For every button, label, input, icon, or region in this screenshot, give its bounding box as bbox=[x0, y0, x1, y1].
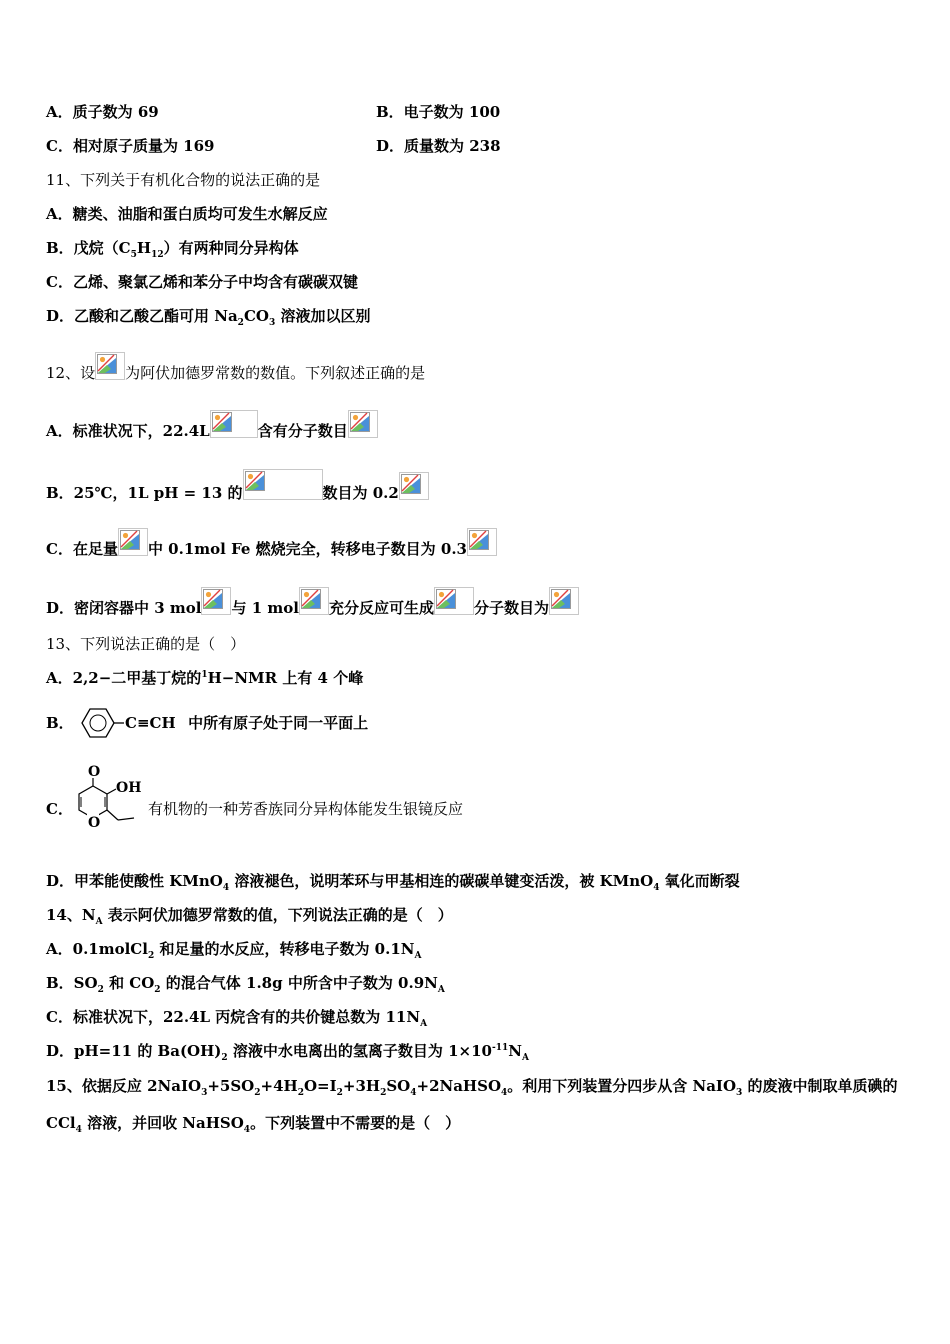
q15-stem-line1 bbox=[46, 1076, 898, 1096]
q15-text: +5SO bbox=[207, 1077, 255, 1095]
q13-option-b-label: B． bbox=[46, 714, 74, 732]
q10-option-c: C．相对原子质量为 169 bbox=[46, 137, 215, 155]
q14-option-a-text: A．0.1molCl bbox=[46, 940, 148, 958]
q13-option-a bbox=[46, 668, 363, 688]
subscript: 3 bbox=[268, 318, 276, 328]
q12-option-c-text2: 中 0.1mol Fe 燃烧完全，转移电子数目为 0.3 bbox=[147, 540, 467, 558]
q14-option-c-text: C．标准状况下，22.4L 丙烷含有的共价键总数为 11N bbox=[46, 1008, 421, 1026]
q14-option-b-text3: 的混合气体 1.8g 中所含中子数为 0.9N bbox=[160, 974, 438, 992]
q11-option-c: C．乙烯、聚氯乙烯和苯分子中均含有碳碳双键 bbox=[46, 273, 358, 291]
subscript: 2 bbox=[297, 1088, 304, 1098]
subscript: 3 bbox=[736, 1088, 743, 1098]
alkyne-label: C≡CH bbox=[124, 714, 176, 732]
subscript: 4 bbox=[653, 883, 660, 893]
subscript: A bbox=[414, 951, 422, 961]
subscript: 3 bbox=[201, 1088, 208, 1098]
q14-option-c bbox=[46, 1007, 427, 1027]
subscript: 5 bbox=[130, 250, 137, 260]
subscript: 2 bbox=[221, 1053, 228, 1063]
q13-option-b-text: 中所有原子处于同一平面上 bbox=[188, 714, 369, 732]
subscript: A bbox=[420, 1019, 428, 1029]
q11-option-d-text: D．乙酸和乙酸乙酯可用 Na bbox=[46, 307, 238, 325]
q11-option-d-text3: 溶液加以区别 bbox=[275, 307, 371, 325]
subscript: 2 bbox=[336, 1088, 343, 1098]
carbonyl-oxygen-label: O bbox=[88, 764, 101, 780]
q12-option-c bbox=[46, 528, 497, 559]
broken-image-icon bbox=[95, 352, 125, 380]
q14-option-a-text2: 和足量的水反应，转移电子数为 0.1N bbox=[154, 940, 415, 958]
q14-option-b-text: B．SO bbox=[46, 974, 98, 992]
subscript: 4 bbox=[410, 1088, 417, 1098]
q15-text: 15、依据反应 2NaIO bbox=[46, 1077, 202, 1095]
q11-option-d bbox=[46, 306, 370, 326]
broken-image-icon bbox=[201, 587, 231, 615]
broken-image-glyph bbox=[350, 412, 370, 432]
q12-option-d-text: D．密闭容器中 3 mol bbox=[46, 599, 202, 617]
q15-text: 的废液中制取单质碘的 bbox=[742, 1077, 898, 1095]
q11-option-b bbox=[46, 238, 299, 258]
q12-option-a bbox=[46, 410, 378, 441]
q11-option-b-text: B．戊烷（C bbox=[46, 239, 131, 257]
q12-option-a-text: A．标准状况下，22.4L bbox=[46, 422, 210, 440]
q12-stem-text: 12、设 bbox=[46, 364, 96, 382]
q12-option-d-text2: 与 1 mol bbox=[231, 599, 299, 617]
q14-stem-text: 14、N bbox=[46, 906, 96, 924]
broken-image-glyph bbox=[212, 412, 232, 432]
q12-option-d-text4: 分子数目为 bbox=[473, 599, 549, 617]
subscript: 4 bbox=[243, 1125, 251, 1135]
broken-image-glyph bbox=[551, 589, 571, 609]
subscript: 12 bbox=[151, 250, 164, 260]
q12-stem-text2: 为阿伏加德罗常数的数值。下列叙述正确的是 bbox=[125, 364, 426, 382]
q14-option-d-text3: N bbox=[508, 1042, 522, 1060]
q14-option-a bbox=[46, 939, 421, 959]
q12-option-c-text: C．在足量 bbox=[46, 540, 118, 558]
q10-option-d: D．质量数为 238 bbox=[376, 137, 501, 155]
q13-option-d bbox=[46, 871, 740, 891]
subscript: 2 bbox=[154, 985, 161, 995]
subscript: 4 bbox=[222, 883, 230, 893]
broken-image-icon bbox=[299, 587, 329, 615]
broken-image-glyph bbox=[401, 474, 421, 494]
subscript: A bbox=[521, 1053, 529, 1063]
subscript: A bbox=[95, 917, 103, 927]
broken-image-glyph bbox=[203, 589, 223, 609]
q14-option-d bbox=[46, 1041, 529, 1061]
q13-option-a-text: A．2,2−二甲基丁烷的 bbox=[46, 669, 202, 687]
q12-option-d-text3: 充分反应可生成 bbox=[328, 599, 434, 617]
subscript: 2 bbox=[97, 985, 104, 995]
subscript: A bbox=[437, 985, 445, 995]
q10-option-a: A．质子数为 69 bbox=[46, 103, 159, 121]
broken-image-icon bbox=[210, 410, 258, 438]
q14-stem-text2: 表示阿伏加德罗常数的值，下列说法正确的是（ ） bbox=[102, 906, 453, 924]
q10-options-row1 bbox=[46, 102, 501, 122]
q13-option-c-label: C． bbox=[46, 800, 73, 818]
q12-option-b-text2: 数目为 0.2 bbox=[322, 484, 399, 502]
q15-text: +3H bbox=[342, 1077, 381, 1095]
q11-option-a: A．糖类、油脂和蛋白质均可发生水解反应 bbox=[46, 205, 328, 223]
q12-option-d bbox=[46, 587, 579, 618]
broken-image-icon bbox=[243, 469, 323, 500]
q13-option-d-text2: 溶液褪色，说明苯环与甲基相连的碳碳单键变活泼，被 KMnO bbox=[229, 872, 654, 890]
subscript: 2 bbox=[147, 951, 155, 961]
q11-option-d-text2: CO bbox=[243, 307, 269, 325]
broken-image-icon bbox=[434, 587, 474, 615]
q15-text: 。下列装置中不需要的是（ ） bbox=[250, 1114, 461, 1132]
q13-option-c-text: 有机物的一种芳香族同分异构体能发生银镜反应 bbox=[148, 800, 464, 818]
q15-text: CCl bbox=[46, 1114, 76, 1132]
q15-stem-line2 bbox=[46, 1113, 460, 1133]
subscript: 2 bbox=[237, 318, 244, 328]
phenylacetylene-structure bbox=[79, 706, 183, 740]
q10-options-row2 bbox=[46, 136, 501, 156]
q12-stem bbox=[46, 352, 425, 383]
broken-image-glyph bbox=[120, 530, 140, 550]
broken-image-glyph bbox=[245, 471, 265, 491]
subscript: 4 bbox=[501, 1088, 508, 1098]
q11-option-b-text3: ）有两种同分异构体 bbox=[163, 239, 299, 257]
superscript: -11 bbox=[491, 1043, 509, 1053]
q12-option-b bbox=[46, 469, 429, 503]
q10-option-b: B．电子数为 100 bbox=[376, 103, 501, 121]
superscript: 1 bbox=[201, 670, 208, 680]
q13-stem: 13、下列说法正确的是（ ） bbox=[46, 635, 246, 653]
broken-image-icon bbox=[399, 472, 429, 500]
q15-text: +2NaHSO bbox=[416, 1077, 502, 1095]
q11-stem: 11、下列关于有机化合物的说法正确的是 bbox=[46, 171, 321, 189]
broken-image-glyph bbox=[436, 589, 456, 609]
q12-option-a-text2: 含有分子数目 bbox=[257, 422, 348, 440]
q13-option-b bbox=[46, 706, 368, 740]
broken-image-glyph bbox=[469, 530, 489, 550]
broken-image-icon bbox=[467, 528, 497, 556]
broken-image-glyph bbox=[97, 354, 117, 374]
q13-option-d-text: D．甲苯能使酸性 KMnO bbox=[46, 872, 223, 890]
q12-option-b-text: B．25℃，1L pH = 13 的 bbox=[46, 484, 243, 502]
q13-option-d-text3: 氧化而断裂 bbox=[659, 872, 740, 890]
pyranone-structure bbox=[74, 762, 150, 832]
q15-text: +4H bbox=[260, 1077, 298, 1095]
q15-text: 。利用下列装置分四步从含 NaIO bbox=[507, 1077, 737, 1095]
ring-oxygen-label: O bbox=[88, 815, 101, 831]
broken-image-icon bbox=[348, 410, 378, 438]
broken-image-icon bbox=[118, 528, 148, 556]
q14-option-d-text: D．pH=11 的 Ba(OH) bbox=[46, 1042, 222, 1060]
broken-image-glyph bbox=[301, 589, 321, 609]
q15-text: 溶液，并回收 NaHSO bbox=[81, 1114, 244, 1132]
subscript: 2 bbox=[254, 1088, 261, 1098]
hydroxyl-label: OH bbox=[116, 780, 142, 796]
q13-option-a-text2: H−NMR 上有 4 个峰 bbox=[207, 669, 364, 687]
q15-text: SO bbox=[386, 1077, 411, 1095]
q14-option-b-text2: 和 CO bbox=[103, 974, 155, 992]
broken-image-icon bbox=[549, 587, 579, 615]
q11-option-b-text2: H bbox=[136, 239, 152, 257]
subscript: 4 bbox=[75, 1125, 82, 1135]
subscript: 2 bbox=[380, 1088, 387, 1098]
q14-option-b bbox=[46, 973, 445, 993]
q15-text: O=I bbox=[303, 1077, 337, 1095]
q14-option-d-text2: 溶液中水电离出的氢离子数目为 1×10 bbox=[227, 1042, 492, 1060]
q14-stem bbox=[46, 905, 453, 925]
